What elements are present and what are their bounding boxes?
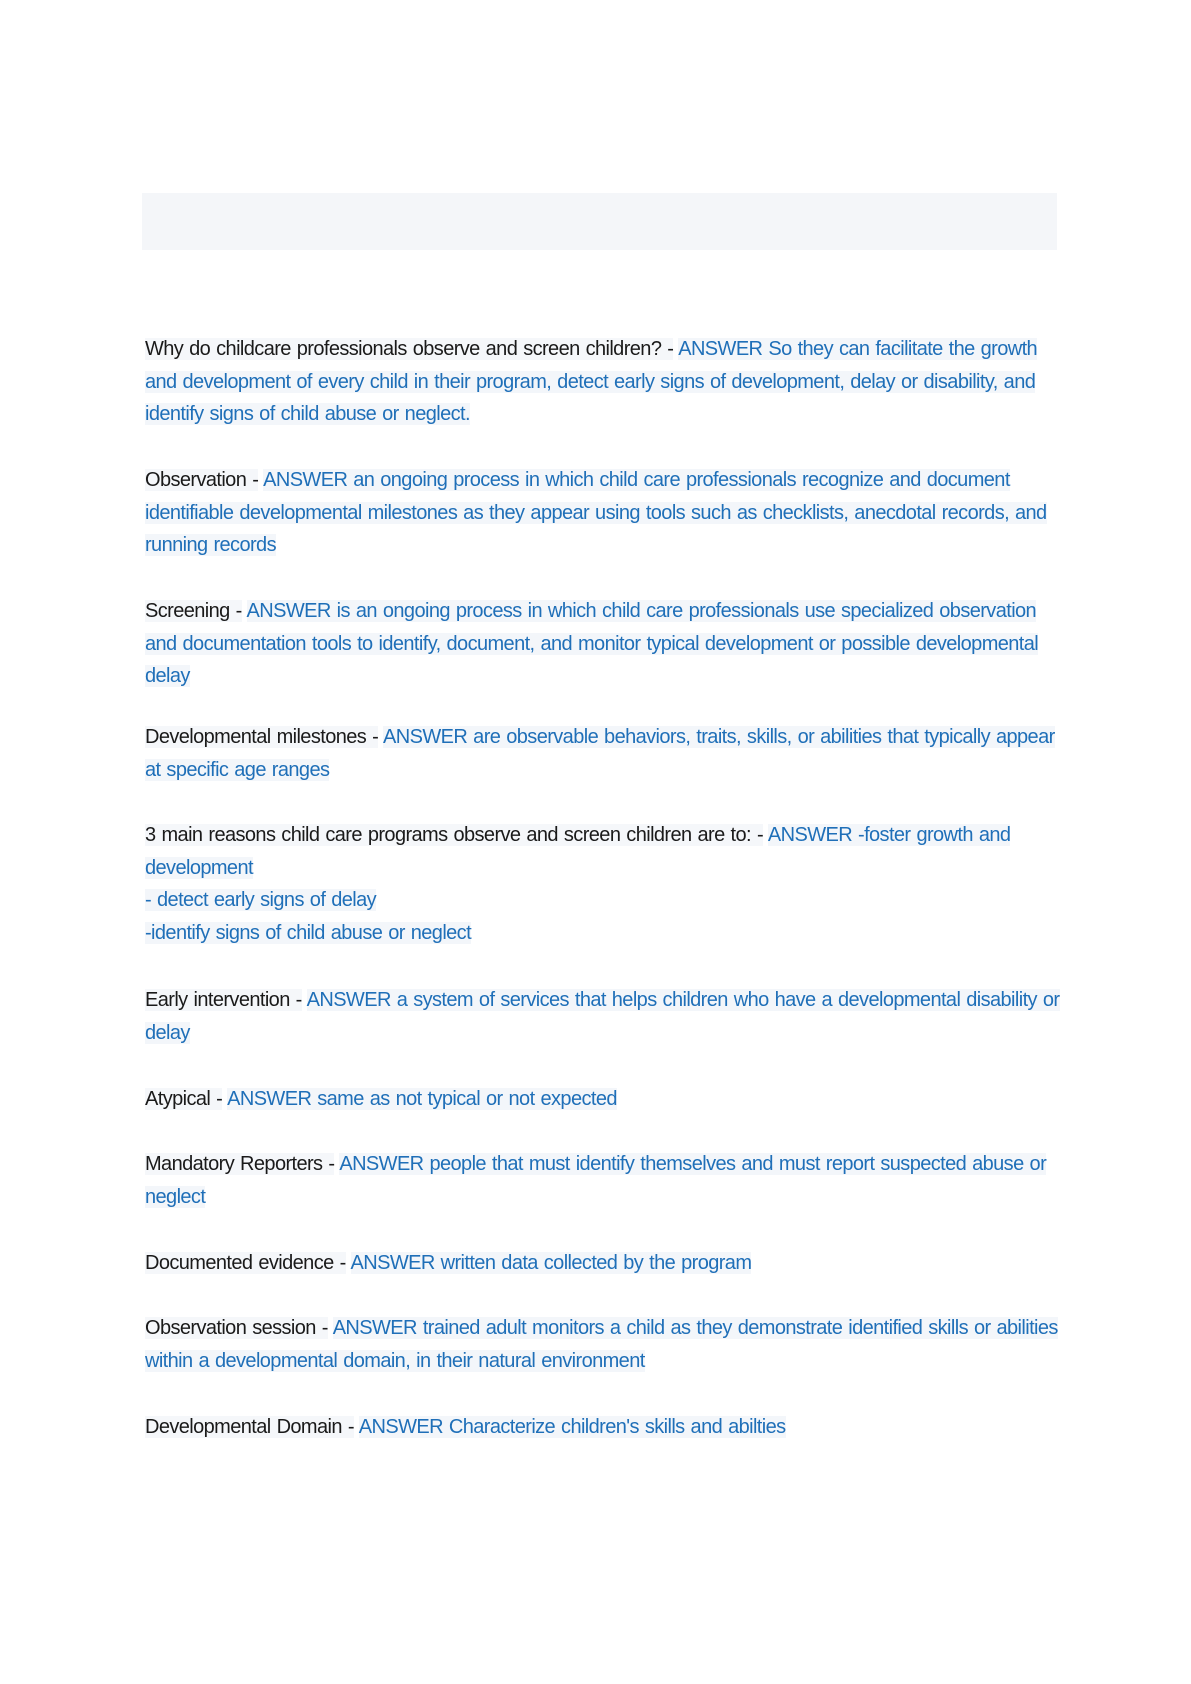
qa-item [145, 595, 1065, 693]
qa-item [145, 1411, 1065, 1444]
qa-term: Documented evidence - [145, 1252, 346, 1274]
qa-answer: ANSWER -foster growth and development - detect early signs of delay -identify signs of child abuse or neglect [145, 824, 1011, 944]
qa-item [145, 333, 1065, 431]
qa-term: Developmental Domain - [145, 1416, 354, 1438]
qa-answer: ANSWER same as not typical or not expected [227, 1088, 617, 1110]
qa-item [145, 819, 1065, 949]
qa-answer: ANSWER trained adult monitors a child as they demonstrate identified skills or abilities within a developmental domain, in their natural environment [145, 1317, 1058, 1372]
qa-term: Why do childcare professionals observe and screen children? - [145, 338, 674, 360]
qa-answer: ANSWER an ongoing process in which child care professionals recognize and document identifiable developmental milestones as they appear using tools such as checklists, anecdotal records, and running records [145, 469, 1047, 556]
qa-term: Observation - [145, 469, 259, 491]
qa-answer: ANSWER Characterize children's skills and abilties [358, 1416, 786, 1438]
header-band [142, 193, 1057, 250]
qa-term: Mandatory Reporters - [145, 1153, 335, 1175]
qa-answer: ANSWER written data collected by the program [350, 1252, 752, 1274]
qa-item [145, 984, 1065, 1049]
qa-answer: ANSWER So they can facilitate the growth and development of every child in their program, detect early signs of development, delay or disability, and identify signs of child abuse or neglect. [145, 338, 1038, 425]
qa-item [145, 464, 1065, 562]
qa-term: Screening - [145, 600, 242, 622]
qa-item [145, 1083, 1065, 1116]
qa-item [145, 721, 1065, 786]
qa-answer: ANSWER is an ongoing process in which child care professionals use specialized observation and documentation tools to identify, document, and monitor typical development or possible developmental delay [145, 600, 1039, 687]
qa-term: Observation session - [145, 1317, 328, 1339]
qa-item [145, 1247, 1065, 1280]
qa-item [145, 1312, 1065, 1377]
qa-term: Early intervention - [145, 989, 302, 1011]
qa-answer: ANSWER a system of services that helps children who have a developmental disability or delay [145, 989, 1060, 1044]
qa-answer: ANSWER are observable behaviors, traits, skills, or abilities that typically appear at specific age ranges [145, 726, 1055, 781]
qa-term: Developmental milestones - [145, 726, 379, 748]
qa-term: Atypical - [145, 1088, 223, 1110]
qa-item [145, 1148, 1065, 1213]
qa-term: 3 main reasons child care programs observe and screen children are to: - [145, 824, 764, 846]
qa-answer: ANSWER people that must identify themselves and must report suspected abuse or neglect [145, 1153, 1047, 1208]
